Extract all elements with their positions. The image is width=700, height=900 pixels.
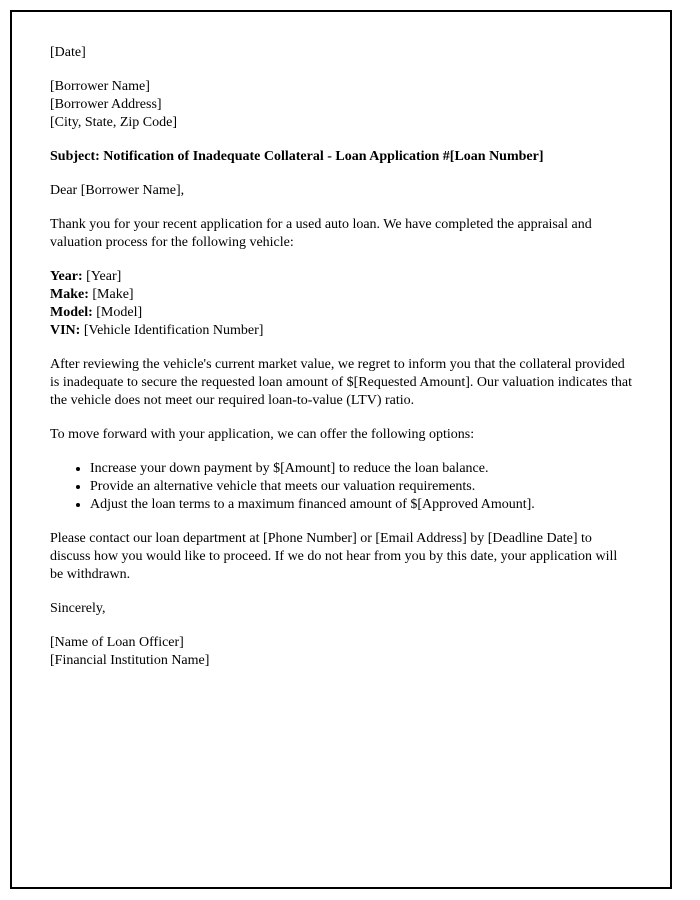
- recipient-block: [50, 78, 632, 132]
- subject-line: Subject: Notification of Inadequate Collateral - Loan Application #[Loan Number]: [50, 149, 544, 164]
- intro-paragraph: Thank you for your recent application for a used auto loan. We have completed the appraisal and valuation process for the following vehicle:: [50, 217, 592, 250]
- vehicle-model-value: [Model]: [92, 305, 143, 320]
- vehicle-year-line: [50, 268, 632, 286]
- options-intro-paragraph: To move forward with your application, we can offer the following options:: [50, 427, 475, 442]
- recipient-name: [Borrower Name]: [50, 79, 150, 94]
- salutation: Dear [Borrower Name],: [50, 183, 185, 198]
- vehicle-year-label: Year:: [50, 269, 83, 284]
- letter-date: [Date]: [50, 45, 86, 60]
- option-item-alternative-vehicle: • Provide an alternative vehicle that meets our valuation requirements.: [90, 478, 632, 496]
- vehicle-model-label: Model:: [50, 305, 93, 320]
- vehicle-vin-label: VIN:: [50, 323, 81, 338]
- option-item-adjust-terms: • Adjust the loan terms to a maximum financed amount of $[Approved Amount].: [90, 496, 632, 514]
- recipient-address: [Borrower Address]: [50, 97, 162, 112]
- signature-officer: [Name of Loan Officer]: [50, 635, 184, 650]
- option-item-down-payment: • Increase your down payment by $[Amount] to reduce the loan balance.: [90, 460, 632, 478]
- options-list: [50, 460, 632, 514]
- signoff: Sincerely,: [50, 601, 106, 616]
- vehicle-details-block: [50, 268, 632, 340]
- closing-paragraph: Please contact our loan department at [Phone Number] or [Email Address] by [Deadline Date] to discuss how you would like to proceed. If we do not hear from you by this date, your application will be withdrawn.: [50, 531, 618, 582]
- signature-institution: [Financial Institution Name]: [50, 653, 210, 668]
- vehicle-make-line: [50, 286, 632, 304]
- vehicle-vin-line: [50, 322, 632, 340]
- valuation-paragraph: After reviewing the vehicle's current market value, we regret to inform you that the collateral provided is inadequate to secure the requested loan amount of $[Requested Amount]. Our valuation indicates that the vehicle does not meet our required loan-to-value (LTV) ratio.: [50, 357, 632, 408]
- vehicle-make-value: [Make]: [88, 287, 134, 302]
- vehicle-make-label: Make:: [50, 287, 89, 302]
- signature-block: [50, 634, 632, 670]
- recipient-city-state-zip: [City, State, Zip Code]: [50, 115, 178, 130]
- vehicle-vin-value: [Vehicle Identification Number]: [80, 323, 264, 338]
- vehicle-year-value: [Year]: [82, 269, 122, 284]
- letter-page: [10, 10, 672, 889]
- vehicle-model-line: [50, 304, 632, 322]
